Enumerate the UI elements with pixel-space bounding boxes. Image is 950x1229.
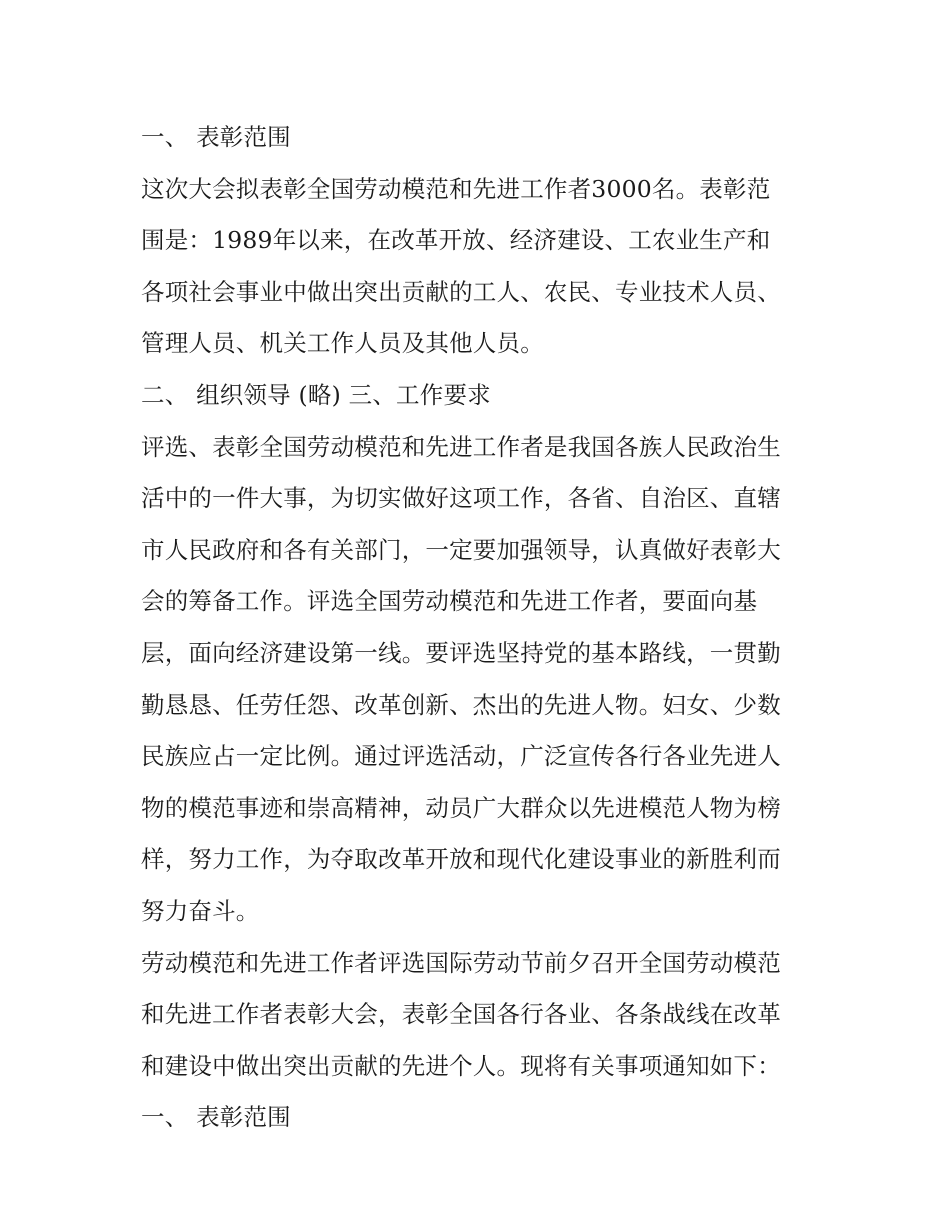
text-line: 市人民政府和各有关部门，一定要加强领导，认真做好表彰大 [141,535,781,564]
section-heading-organization: 二、 组织领导 (略) 三、工作要求 [141,380,491,409]
document-body [141,112,813,1144]
text-line: 民族应占一定比例。通过评选活动，广泛宣传各行各业先进人 [141,742,781,771]
text-line: 围是：1989年以来，在改革开放、经济建设、工农业生产和 [141,226,771,255]
text-line: 管理人员、机关工作人员及其他人员。 [141,329,544,358]
text-line: 会的筹备工作。评选全国劳动模范和先进工作者，要面向基 [141,587,758,616]
text-line: 劳动模范和先进工作者评选国际劳动节前夕召开全国劳动模范 [141,948,781,977]
text-line: 和建设中做出突出贡献的先进个人。现将有关事项通知如下： [141,1051,781,1080]
text-line: 勤恳恳、任劳任怨、改革创新、杰出的先进人物。妇女、少数 [141,690,781,719]
text-line: 层，面向经济建设第一线。要评选坚持党的基本路线，一贯勤 [141,638,781,667]
text-line: 评选、表彰全国劳动模范和先进工作者是我国各族人民政治生 [141,432,781,461]
text-line: 这次大会拟表彰全国劳动模范和先进工作者3000名。表彰范 [141,174,771,203]
text-line: 努力奋斗。 [141,896,260,925]
section-heading-scope-repeat: 一、 表彰范围 [141,1103,291,1132]
text-line: 样，努力工作，为夺取改革开放和现代化建设事业的新胜利而 [141,845,781,874]
text-line: 活中的一件大事，为切实做好这项工作，各省、自治区、直辖 [141,484,781,513]
text-line: 物的模范事迹和崇高精神，动员广大群众以先进模范人物为榜 [141,793,781,822]
text-line: 和先进工作者表彰大会，表彰全国各行各业、各条战线在改革 [141,1000,781,1029]
section-heading-scope: 一、 表彰范围 [141,123,291,151]
text-line: 各项社会事业中做出突出贡献的工人、农民、专业技术人员、 [141,277,781,306]
